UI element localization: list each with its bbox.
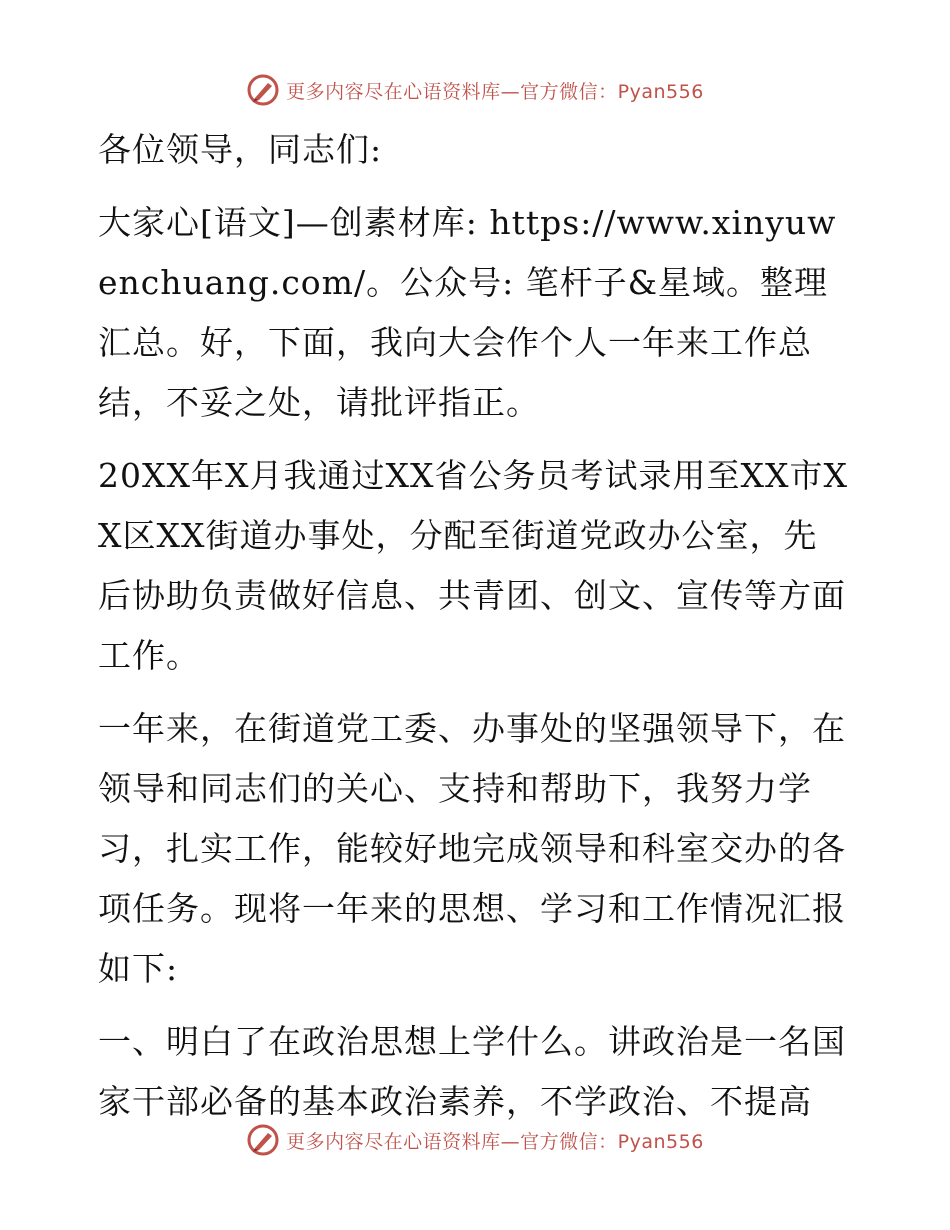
paragraph-greeting: 各位领导，同志们: (98, 130, 383, 169)
footer-watermark-text: 更多内容尽在心语资料库—官方微信：Pyan556 (286, 1130, 704, 1153)
pen-circle-logo-icon (246, 73, 280, 107)
header-watermark-text: 更多内容尽在心语资料库—官方微信：Pyan556 (286, 80, 704, 103)
header-watermark-banner (0, 70, 950, 110)
paragraph-intro: 大家心[语文]—创素材库: https://www.xinyuwenchuang.com/。公众号: 笔杆子&星域。整理汇总。好，下面，我向大会作个人一年来工作总结，不妥之处，请批评指正。 (98, 203, 837, 422)
pen-circle-logo-icon (246, 1123, 280, 1157)
paragraph-summary: 一年来，在街道党工委、办事处的坚强领导下，在领导和同志们的关心、支持和帮助下，我努力学习，扎实工作，能较好地完成领导和科室交办的各项任务。现将一年来的思想、学习和工作情况汇报如下: (98, 709, 846, 988)
document-body (98, 120, 850, 1145)
footer-watermark-banner (0, 1120, 950, 1160)
paragraph-section-one: 一、明白了在政治思想上学什么。讲政治是一名国家干部必备的基本政治素养，不学政治、不提高 (98, 1022, 846, 1121)
paragraph-background: 20XX年X月我通过XX省公务员考试录用至XX市XX区XX街道办事处，分配至街道党政办公室，先后协助负责做好信息、共青团、创文、宣传等方面工作。 (98, 456, 848, 675)
